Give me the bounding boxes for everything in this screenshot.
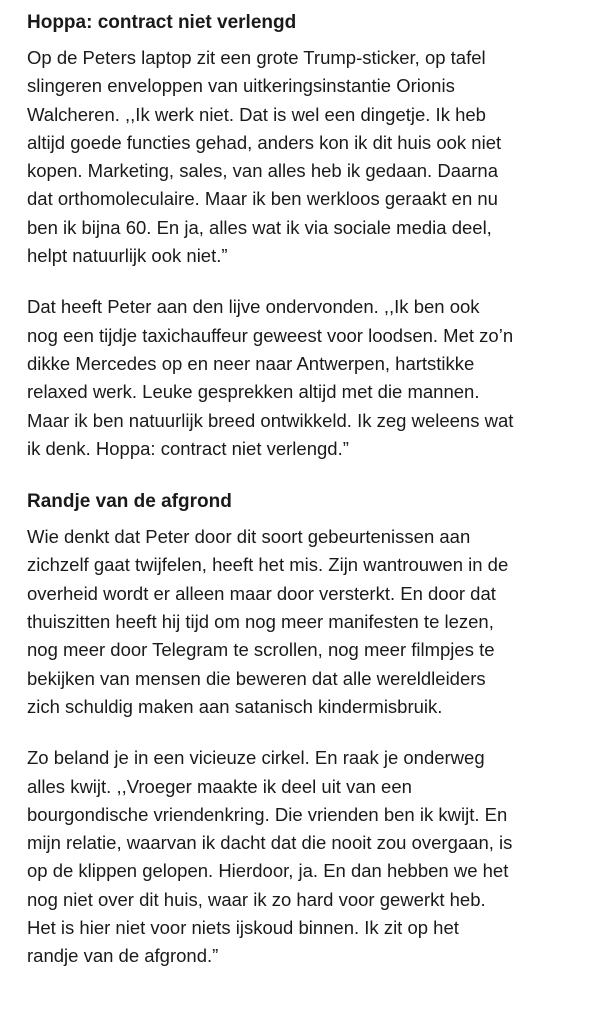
text-line: helpt natuurlijk ook niet.” — [27, 245, 228, 267]
text-line: bekijken van mensen die beweren dat alle wereldleiders — [27, 667, 486, 689]
text-line: dikke Mercedes op en neer naar Antwerpen, hartstikke — [27, 352, 475, 374]
text-line: zich schuldig maken aan satanisch kindermisbruik. — [27, 695, 443, 717]
text-line: randje van de afgrond.” — [27, 945, 219, 967]
section-heading: Randje van de afgrond — [27, 491, 232, 513]
text-line: alles kwijt. ,,Vroeger maakte ik deel uit van een — [27, 775, 412, 797]
text-line: Wie denkt dat Peter door dit soort gebeurtenissen aan — [27, 526, 471, 548]
text-line: nog meer door Telegram te scrollen, nog meer filmpjes te — [27, 639, 495, 661]
text-line: zichzelf gaat twijfelen, heeft het mis. Zijn wantrouwen in de — [27, 554, 509, 576]
text-line: Dat heeft Peter aan den lijve ondervonden. ,,Ik ben ook — [27, 296, 480, 318]
paragraph — [27, 293, 562, 463]
section-hoppa — [27, 10, 562, 463]
text-line: op de klippen gelopen. Hierdoor, ja. En dan hebben we het — [27, 860, 509, 882]
text-line: Walcheren. ,,Ik werk niet. Dat is wel een dingetje. Ik heb — [27, 103, 486, 125]
text-line: kopen. Marketing, sales, van alles heb ik gedaan. Daarna — [27, 160, 499, 182]
paragraph — [27, 44, 562, 270]
text-line: thuiszitten heeft hij tijd om nog meer manifesten te lezen, — [27, 611, 494, 633]
text-line: Zo beland je in een vicieuze cirkel. En raak je onderweg — [27, 747, 485, 769]
text-line: Op de Peters laptop zit een grote Trump-sticker, op tafel — [27, 47, 486, 68]
text-line: ik denk. Hoppa: contract niet verlengd.” — [27, 437, 349, 459]
paragraph — [27, 744, 562, 970]
text-line: Het is hier niet voor niets ijskoud binnen. Ik zit op het — [27, 917, 459, 939]
article-body — [27, 10, 562, 994]
section-randje — [27, 489, 562, 970]
paragraph — [27, 523, 562, 721]
text-line: nog niet over dit huis, waar ik zo hard voor gewerkt heb. — [27, 888, 486, 910]
text-line: Maar ik ben natuurlijk breed ontwikkeld. Ik zeg weleens wat — [27, 409, 514, 431]
text-line: bourgondische vriendenkring. Die vrienden ben ik kwijt. En — [27, 803, 508, 825]
text-line: relaxed werk. Leuke gesprekken altijd met die mannen. — [27, 381, 480, 403]
text-line: nog een tijdje taxichauffeur geweest voor loodsen. Met zo’n — [27, 324, 514, 346]
text-line: mijn relatie, waarvan ik dacht dat die nooit zou overgaan, is — [27, 832, 513, 854]
section-heading: Hoppa: contract niet verlengd — [27, 12, 297, 33]
text-line: ben ik bijna 60. En ja, alles wat ik via sociale media deel, — [27, 216, 492, 238]
text-line: slingeren enveloppen van uitkeringsinstantie Orionis — [27, 75, 455, 97]
text-line: altijd goede functies gehad, anders kon ik dit huis ook niet — [27, 131, 502, 153]
text-line: dat orthomoleculaire. Maar ik ben werkloos geraakt en nu — [27, 188, 498, 210]
text-line: overheid wordt er alleen maar door versterkt. En door dat — [27, 582, 496, 604]
